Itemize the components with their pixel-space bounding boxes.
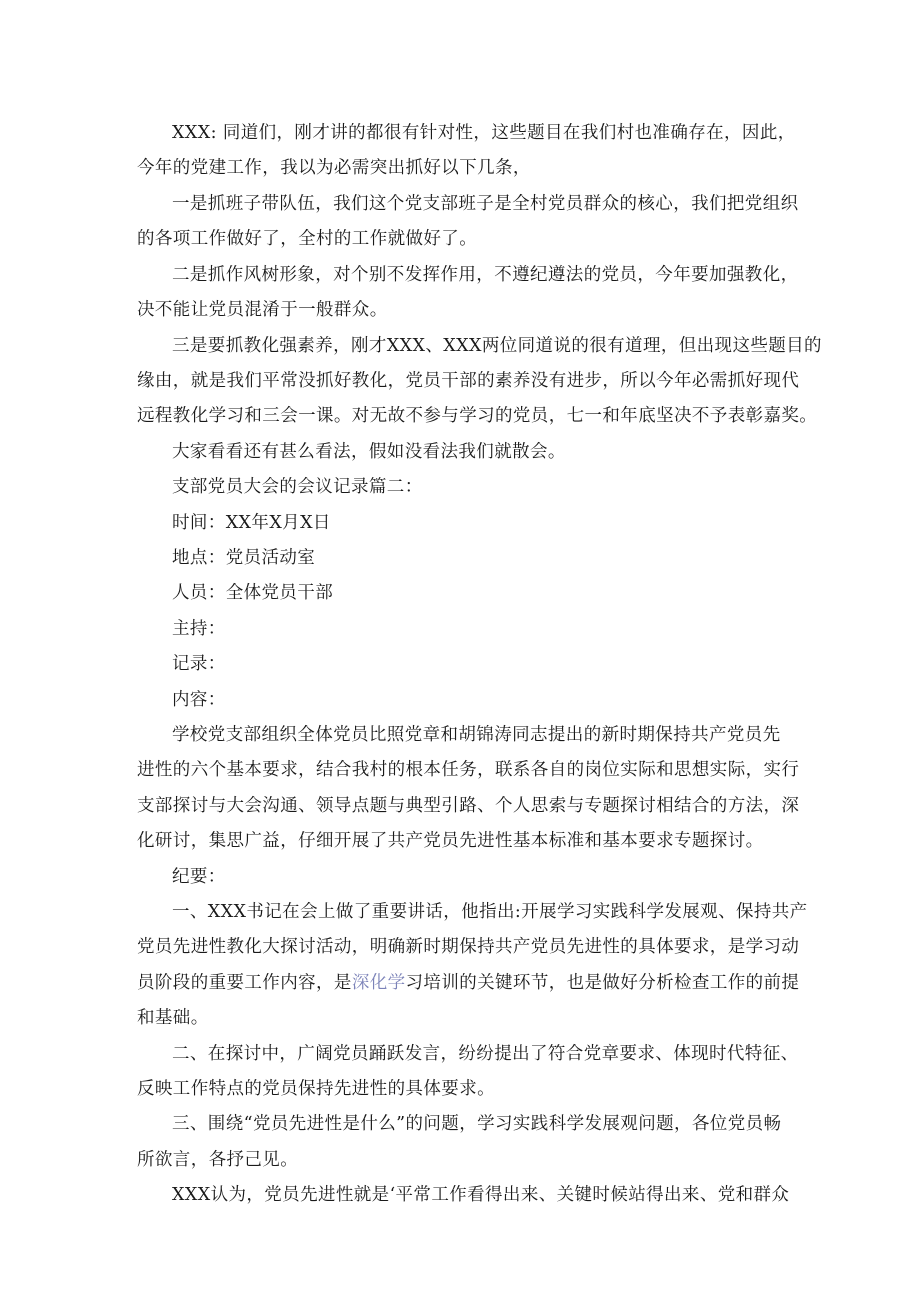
text-line: 缘由，就是我们平常没抓好教化，党员干部的素养没有进步，所以今年必需抓好现代 xyxy=(137,371,800,391)
text-line: 反映工作特点的党员保持先进性的具体要求。 xyxy=(137,1079,495,1099)
text-line: 党员先进性教化大探讨活动，明确新时期保持共产党员先进性的具体要求，是学习动 xyxy=(137,937,800,957)
text-line: 所欲言，各抒己见。 xyxy=(137,1150,299,1170)
meeting-location: 地点：党员活动室 xyxy=(172,548,316,568)
meeting-time: 时间：XX年X月X日 xyxy=(172,513,331,533)
meeting-content-label: 内容： xyxy=(172,690,226,710)
meeting-host: 主持： xyxy=(172,619,226,639)
meeting-attendees: 人员：全体党员干部 xyxy=(172,583,334,603)
text-line: 二是抓作风树形象，对个别不发挥作用，不遵纪遵法的党员，今年要加强教化， xyxy=(172,265,799,285)
text-line: 今年的党建工作，我以为必需突出抓好以下几条， xyxy=(137,158,531,178)
highlighted-text: 深化学 xyxy=(351,973,406,993)
text-line: 学校党支部组织全体党员比照党章和胡锦涛同志提出的新时期保持共产党员先 xyxy=(172,725,781,745)
summary-label: 纪要： xyxy=(172,867,226,887)
text-line: 三是要抓教化强素养，刚才XXX、XXX两位同道说的很有道理，但出现这些题目的 xyxy=(172,336,822,356)
text-line: 的各项工作做好了，全村的工作就做好了。 xyxy=(137,229,478,249)
text-line: 进性的六个基本要求，结合我村的根本任务，联系各自的岗位实际和思想实际，实行 xyxy=(137,760,800,780)
text-segment: 员阶段的重要工作内容，是 xyxy=(137,973,352,993)
text-line: 三、围绕“党员先进性是什么”的问题，学习实践科学发展观问题，各位党员畅 xyxy=(172,1114,782,1134)
text-line: 远程教化学习和三会一课。对无故不参与学习的党员，七一和年底坚决不予表彰嘉奖。 xyxy=(137,406,818,426)
text-line: 和基础。 xyxy=(137,1008,209,1028)
meeting-recorder: 记录： xyxy=(172,654,226,674)
text-line xyxy=(137,971,799,995)
text-line: XXX认为，党员先进性就是‘平常工作看得出来、关键时候站得出来、党和群众 xyxy=(172,1185,790,1205)
text-line: 一、XXX书记在会上做了重要讲话，他指出:开展学习实践科学发展观、保持共产 xyxy=(172,902,808,922)
text-line: 化研讨，集思广益，仔细开展了共产党员先进性基本标准和基本要求专题探讨。 xyxy=(137,831,764,851)
section-heading: 支部党员大会的会议记录篇二： xyxy=(172,477,423,497)
text-line: XXX: 同道们，刚才讲的都很有针对性，这些题目在我们村也准确存在，因此， xyxy=(172,123,796,143)
text-line: 大家看看还有甚么看法，假如没看法我们就散会。 xyxy=(172,442,566,462)
text-line: 一是抓班子带队伍，我们这个党支部班子是全村党员群众的核心，我们把党组织 xyxy=(172,194,799,214)
text-segment: 习培训的关键环节，也是做好分析检查工作的前提 xyxy=(405,973,800,993)
text-line: 支部探讨与大会沟通、领导点题与典型引路、个人思索与专题探讨相结合的方法，深 xyxy=(137,796,800,816)
text-line: 决不能让党员混淆于一般群众。 xyxy=(137,300,388,320)
text-line: 二、在探讨中，广阔党员踊跃发言，纷纷提出了符合党章要求、体现时代特征、 xyxy=(172,1044,799,1064)
